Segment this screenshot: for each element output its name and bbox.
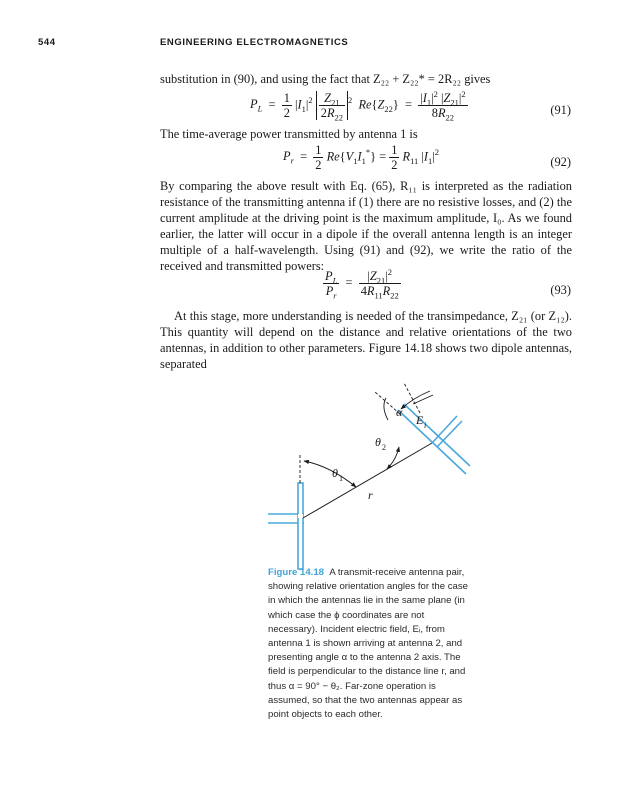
r-extension-line <box>404 383 420 413</box>
theta2-label-subscript: 2 <box>382 443 386 452</box>
ei-label-subscript: i <box>424 421 427 430</box>
theta1-angle-arc <box>304 461 356 487</box>
power-transmitted-line: The time-average power transmitted by antenna 1 is <box>160 127 418 141</box>
paragraph-transimpedance: At this stage, more understanding is needed of the transimpedance, Z₂₁ (or Z₁₂). This quantity will depend on the distance and relative orientations of the two antennas, in addition to other parameters. Figure 14.18 shows two dipole antennas, separated <box>160 309 572 371</box>
ei-label: E <box>416 413 424 427</box>
incident-field-arrow <box>413 395 433 404</box>
figure-caption-text: A transmit-receive antenna pair, showing relative orientation angles for the case in which the antennas lie in the same plane (in which case the ϕ coordinates are not necessary). Incident electric field, Eᵢ, from antenna 1 is shown arriving at antenna 2, and presenting angle α to the antenna 2 axis. The field is perpendicular to the distance line r, and thus α = 90° − θ₂. Far-zone operation is assumed, so that the two antennas appear as point objects to each other. <box>268 567 468 721</box>
theta2-label: θ <box>375 435 381 449</box>
running-title: ENGINEERING ELECTROMAGNETICS <box>160 37 349 48</box>
equation-92: $P_r$ = $\frac{1}{2}$ $Re\{V_1I_1^*\}$ = $\frac{1}{2}$ $R_{11}$ $|I_1|^2$ <box>283 143 440 172</box>
equation-93-number: (93) <box>550 283 571 297</box>
r-label: r <box>368 488 373 502</box>
intro-line: substitution in (90), and using the fact that Z₂₂ + Z₂₂* = 2R₂₂ gives <box>160 72 491 86</box>
theta1-label-subscript: 1 <box>339 474 343 483</box>
equation-91: $P_L$ = $\frac{1}{2}$ $|I_1|^2$ $\frac{Z_{21}}{2R_{22}}$ $^2$ $Re\{Z_{22}\}$ = $\frac{|I_1|^2 |Z_{21}|^2}{8R_{22}}$ <box>250 88 466 123</box>
equation-93: $\frac{P_L}{P_r}$ = $\frac{|Z_{21}|^2}{4R_{11}R_{22}}$ <box>325 266 399 301</box>
paragraph-radiation-resistance: By comparing the above result with Eq. (65), R₁₁ is interpreted as the radiation resistance of the transmitting antenna if (1) there are no resistive losses, and (2) the current amplitude at the driving point is the maximum amplitude, I₀. As we found earlier, the latter will occur in a dipole if the overall antenna length is an integer multiple of a half-wavelength. Using (91) and (92), we write the ratio of the received and transmitted powers: <box>160 179 572 273</box>
equation-92-number: (92) <box>550 155 571 169</box>
theta1-label: θ <box>332 466 338 480</box>
antenna-1-dipole <box>268 483 304 569</box>
distance-line-r <box>303 443 432 518</box>
alpha-label: α <box>396 405 403 419</box>
figure-caption <box>268 566 468 722</box>
figure-caption-label: Figure 14.18 <box>268 567 324 578</box>
alpha-angle-arc <box>384 398 388 420</box>
antenna-2-dipole <box>398 404 470 474</box>
page-number: 544 <box>38 37 56 48</box>
equation-91-number: (91) <box>550 103 571 117</box>
